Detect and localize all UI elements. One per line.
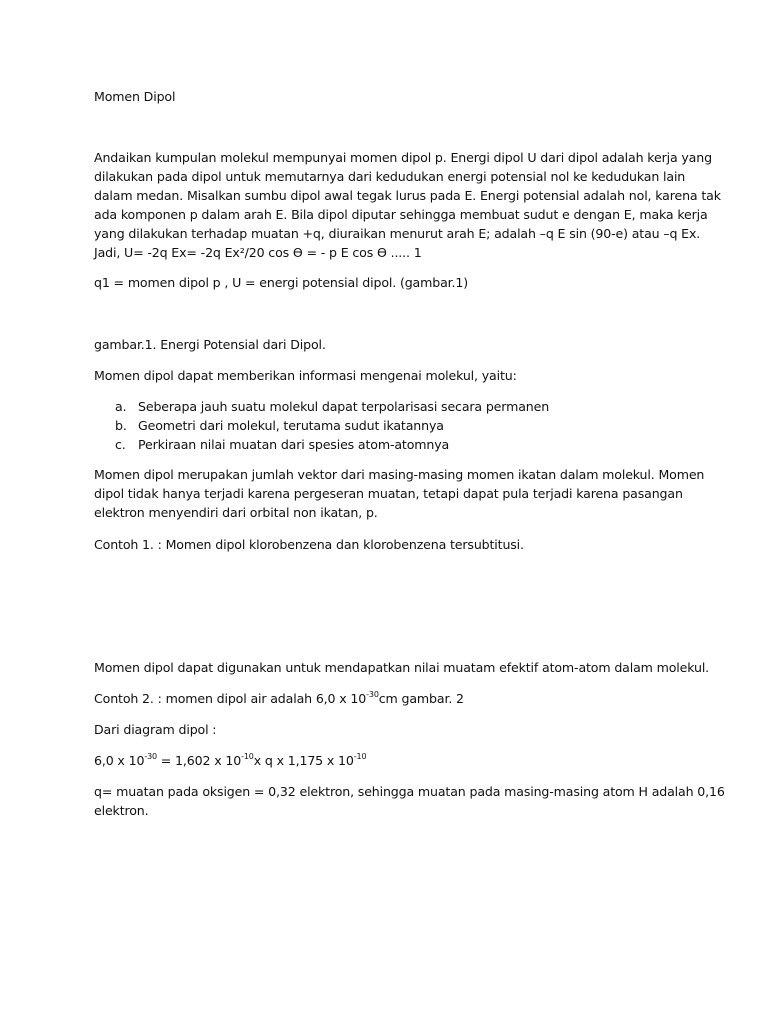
equation-part: = 1,602 x 10 — [156, 753, 242, 768]
exponent: -10 — [241, 751, 254, 761]
vector-line: Momen dipol merupakan jumlah vektor dari masing-masing momen ikatan dalam molekul. Momen — [94, 467, 705, 482]
effective-charge-text: Momen dipol dapat digunakan untuk mendapatkan nilai muatam efektif atom-atom dalam molekul. — [94, 660, 710, 675]
document-title: Momen Dipol — [94, 89, 176, 104]
exponent: -30 — [366, 689, 379, 699]
intro-paragraph — [94, 148, 721, 262]
vector-line: elektron menyendiri dari orbital non ikatan, p. — [94, 505, 378, 520]
info-list — [94, 397, 654, 454]
q1-definition: q1 = momen dipol p , U = energi potensial dipol. (gambar.1) — [94, 275, 468, 290]
example-2-unit: cm gambar. 2 — [378, 691, 464, 706]
conclusion-line: q= muatan pada oksigen = 0,32 elektron, sehingga muatan pada masing-masing atom H adalah 0,16 — [94, 784, 725, 799]
intro-line: yang dilakukan terhadap muatan +q, diuraikan menurut arah E; adalah –q E sin (90-e) atau –q Ex. — [94, 226, 701, 241]
intro-line: dilakukan pada dipol untuk memutarnya dari kedudukan energi potensial nol ke kedudukan lain — [94, 169, 686, 184]
intro-line: ada komponen p dalam arah E. Bila dipol diputar sehingga membuat sudut e dengan E, maka kerja — [94, 207, 708, 222]
exponent: -10 — [353, 751, 367, 761]
list-item — [94, 435, 654, 454]
list-marker: c. — [115, 437, 126, 452]
example-2-text: Contoh 2. : momen dipol air adalah 6,0 x 10 — [94, 691, 367, 706]
list-item — [94, 397, 654, 416]
list-marker: a. — [115, 399, 127, 414]
conclusion-paragraph — [94, 782, 725, 820]
list-item — [94, 416, 654, 435]
example-2 — [94, 689, 684, 708]
equation-part: x q x 1,175 x 10 — [253, 753, 354, 768]
info-intro: Momen dipol dapat memberikan informasi mengenai molekul, yaitu: — [94, 368, 517, 383]
intro-line: Andaikan kumpulan molekul mempunyai momen dipol p. Energi dipol U dari dipol adalah kerja yang — [94, 150, 712, 165]
list-marker: b. — [115, 418, 127, 433]
list-item-text: Seberapa jauh suatu molekul dapat terpolarisasi secara permanen — [138, 399, 550, 414]
exponent: -30 — [144, 751, 157, 761]
diagram-label: Dari diagram dipol : — [94, 722, 217, 737]
vector-line: dipol tidak hanya terjadi karena pergeseran muatan, tetapi dapat pula terjadi karena pasangan — [94, 486, 683, 501]
equation-part: 6,0 x 10 — [94, 753, 145, 768]
list-item-text: Perkiraan nilai muatan dari spesies atom-atomnya — [138, 437, 450, 452]
example-1: Contoh 1. : Momen dipol klorobenzena dan klorobenzena tersubtitusi. — [94, 537, 524, 552]
figure-caption: gambar.1. Energi Potensial dari Dipol. — [94, 337, 326, 352]
intro-line: dalam medan. Misalkan sumbu dipol awal tegak lurus pada E. Energi potensial adalah nol, karena tak — [94, 188, 721, 203]
equation — [94, 751, 684, 770]
conclusion-line: elektron. — [94, 803, 149, 818]
vector-paragraph — [94, 465, 705, 522]
list-item-text: Geometri dari molekul, terutama sudut ikatannya — [138, 418, 444, 433]
intro-line: Jadi, U= -2q Ex= -2q Ex²/20 cos Ө = - p E cos Ө ..... 1 — [94, 245, 422, 260]
